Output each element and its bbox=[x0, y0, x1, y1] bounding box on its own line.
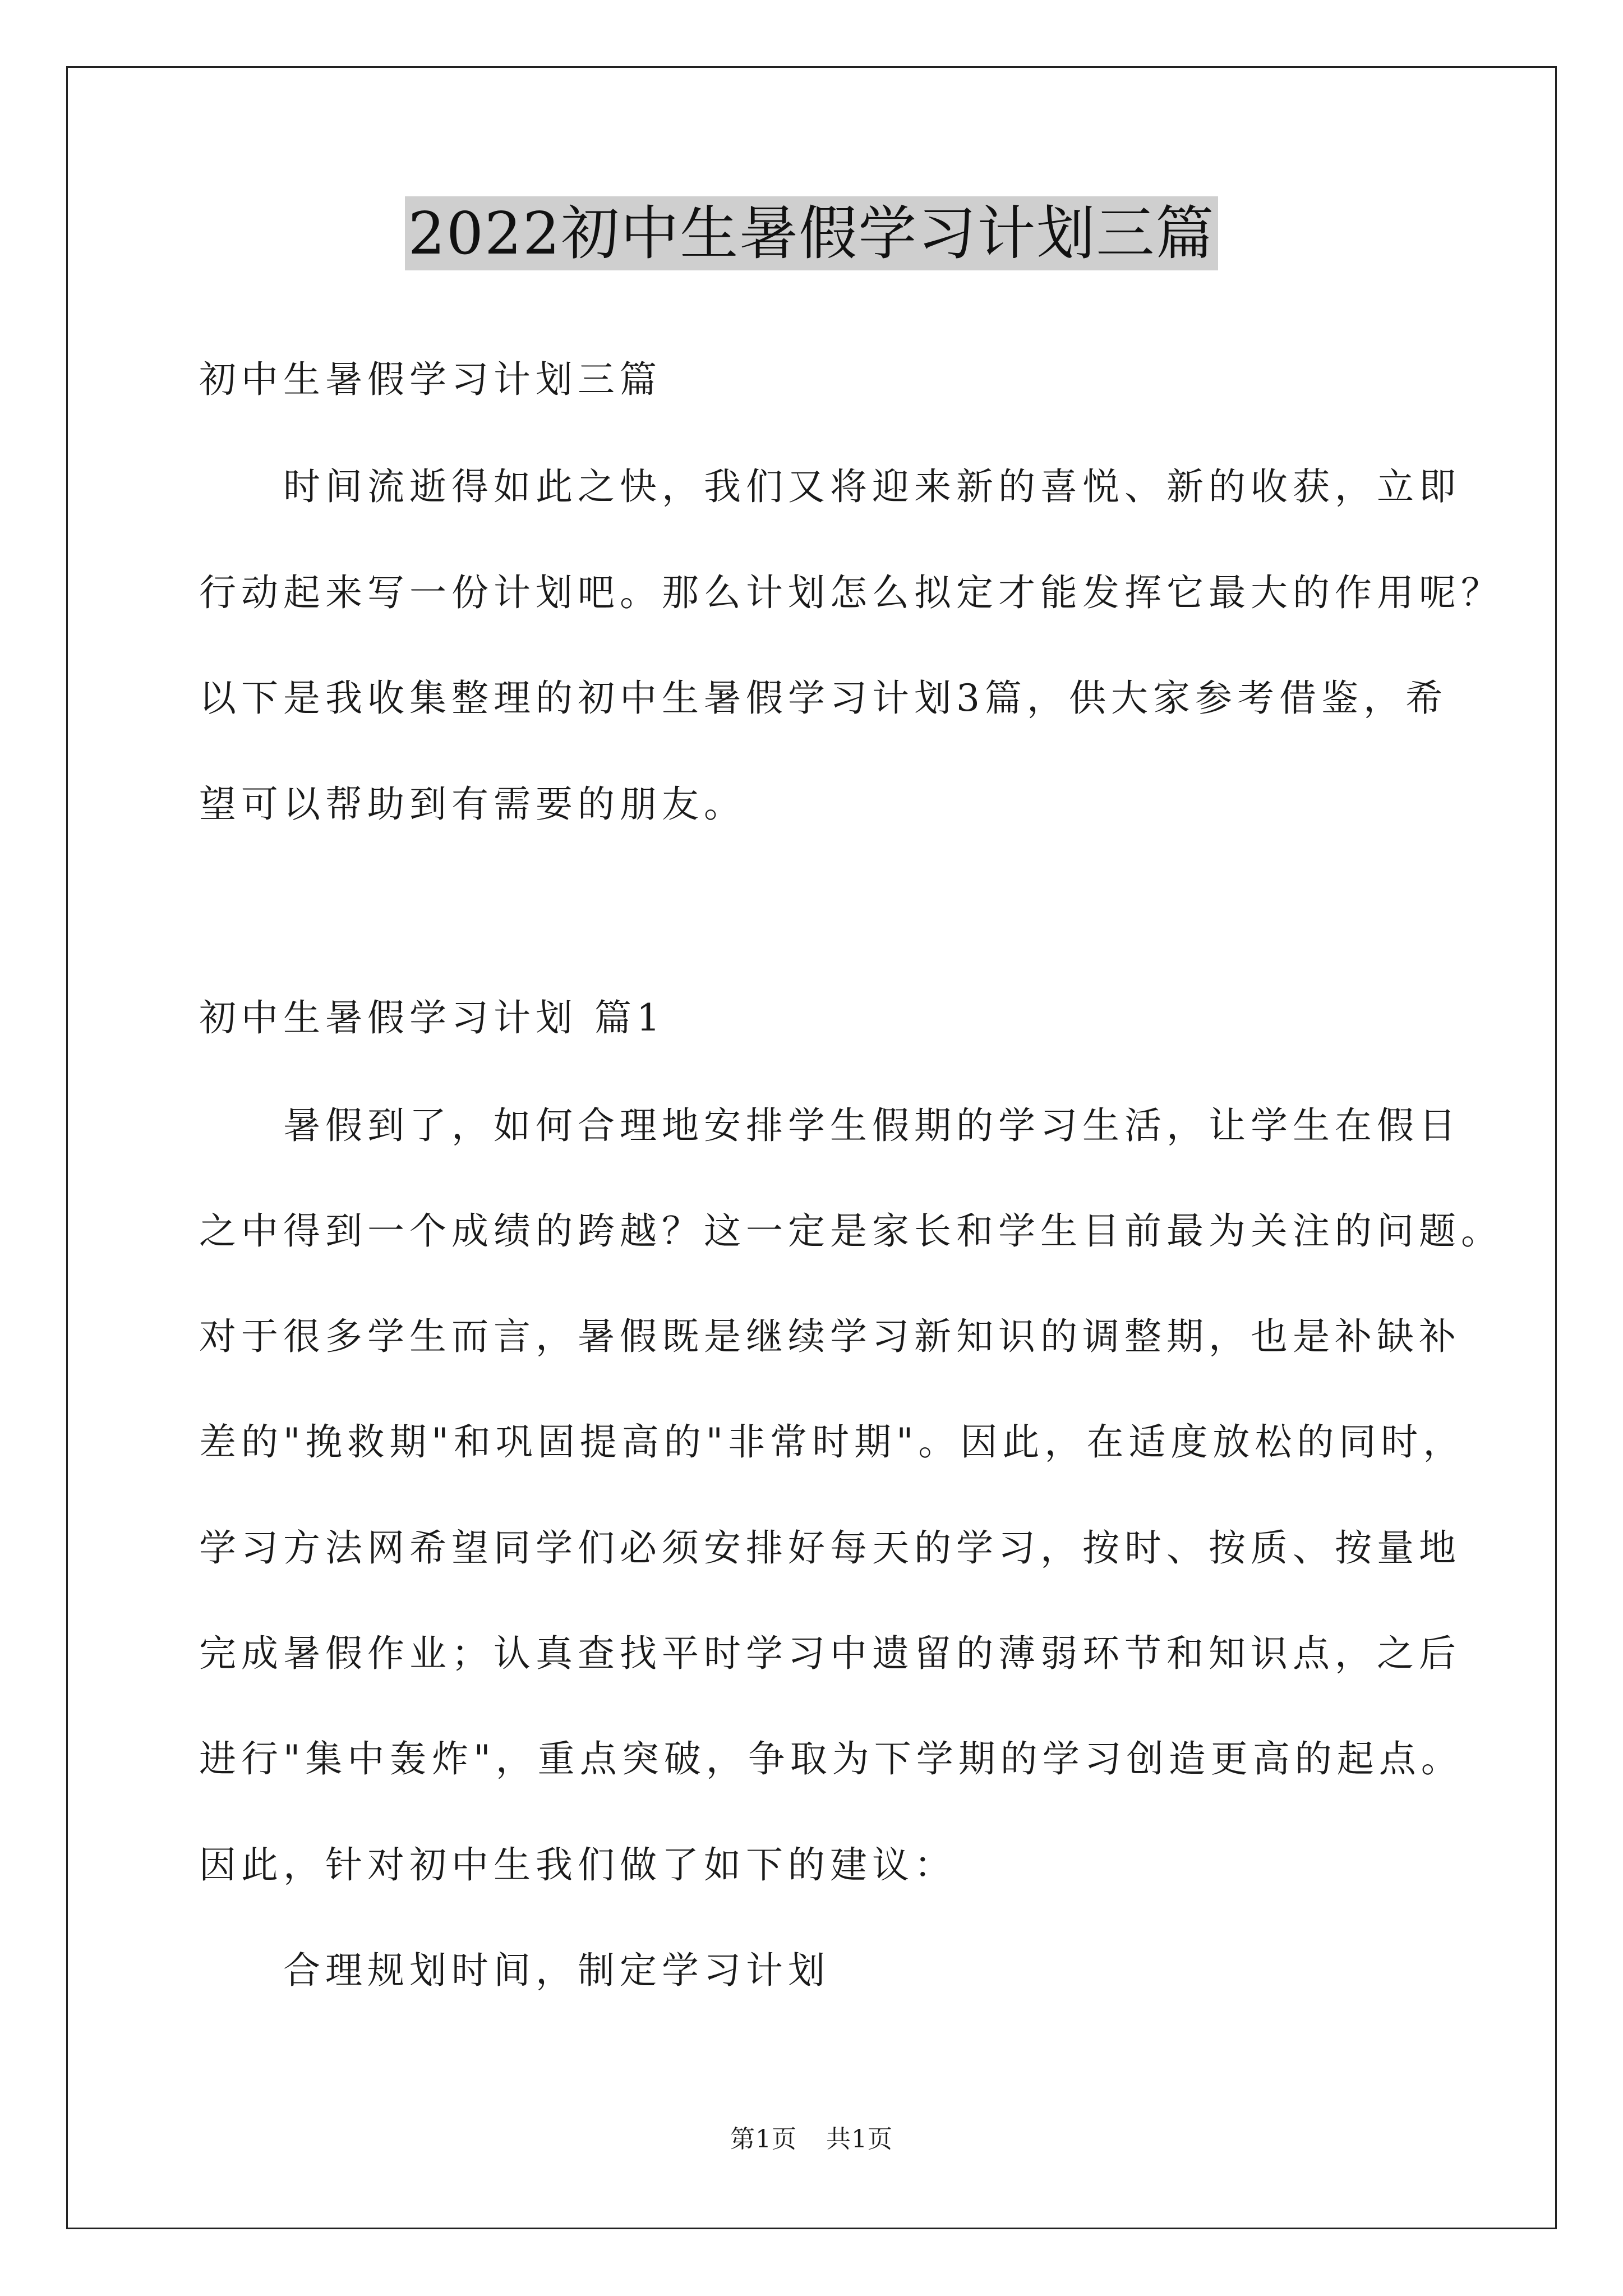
sub-heading: 合理规划时间，制定学习计划 bbox=[283, 1949, 830, 1992]
body-line-4: 差的"挽救期"和巩固提高的"非常时期"。因此，在适度放松的同时， bbox=[199, 1420, 1465, 1464]
body-line-3: 对于很多学生而言，暑假既是继续学习新知识的调整期，也是补缺补 bbox=[199, 1315, 1461, 1358]
body-line-5: 学习方法网希望同学们必须安排好每天的学习，按时、按质、按量地 bbox=[199, 1526, 1461, 1570]
body-line-8: 因此，针对初中生我们做了如下的建议： bbox=[199, 1843, 956, 1887]
document-title: 2022初中生暑假学习计划三篇 bbox=[405, 196, 1219, 270]
page-number-current: 第1页 bbox=[730, 2125, 797, 2154]
body-line-2: 之中得到一个成绩的跨越？这一定是家长和学生目前最为关注的问题。 bbox=[199, 1209, 1503, 1253]
page-number-total: 共1页 bbox=[826, 2125, 893, 2154]
body-line-6: 完成暑假作业；认真查找平时学习中遗留的薄弱环节和知识点，之后 bbox=[199, 1632, 1461, 1675]
document-subtitle: 初中生暑假学习计划三篇 bbox=[199, 358, 662, 401]
body-line-1: 暑假到了，如何合理地安排学生假期的学习生活，让学生在假日 bbox=[283, 1104, 1461, 1147]
intro-line-3: 以下是我收集整理的初中生暑假学习计划3篇，供大家参考借鉴，希 bbox=[199, 677, 1447, 720]
intro-line-1: 时间流逝得如此之快，我们又将迎来新的喜悦、新的收获，立即 bbox=[283, 465, 1461, 508]
intro-line-2: 行动起来写一份计划吧。那么计划怎么拟定才能发挥它最大的作用呢？ bbox=[199, 571, 1503, 614]
section-heading: 初中生暑假学习计划 篇1 bbox=[199, 996, 665, 1039]
page-footer bbox=[0, 2124, 1623, 2155]
intro-line-4: 望可以帮助到有需要的朋友。 bbox=[199, 783, 746, 826]
title-block bbox=[0, 196, 1623, 270]
body-line-7: 进行"集中轰炸"，重点突破，争取为下学期的学习创造更高的起点。 bbox=[199, 1737, 1463, 1780]
